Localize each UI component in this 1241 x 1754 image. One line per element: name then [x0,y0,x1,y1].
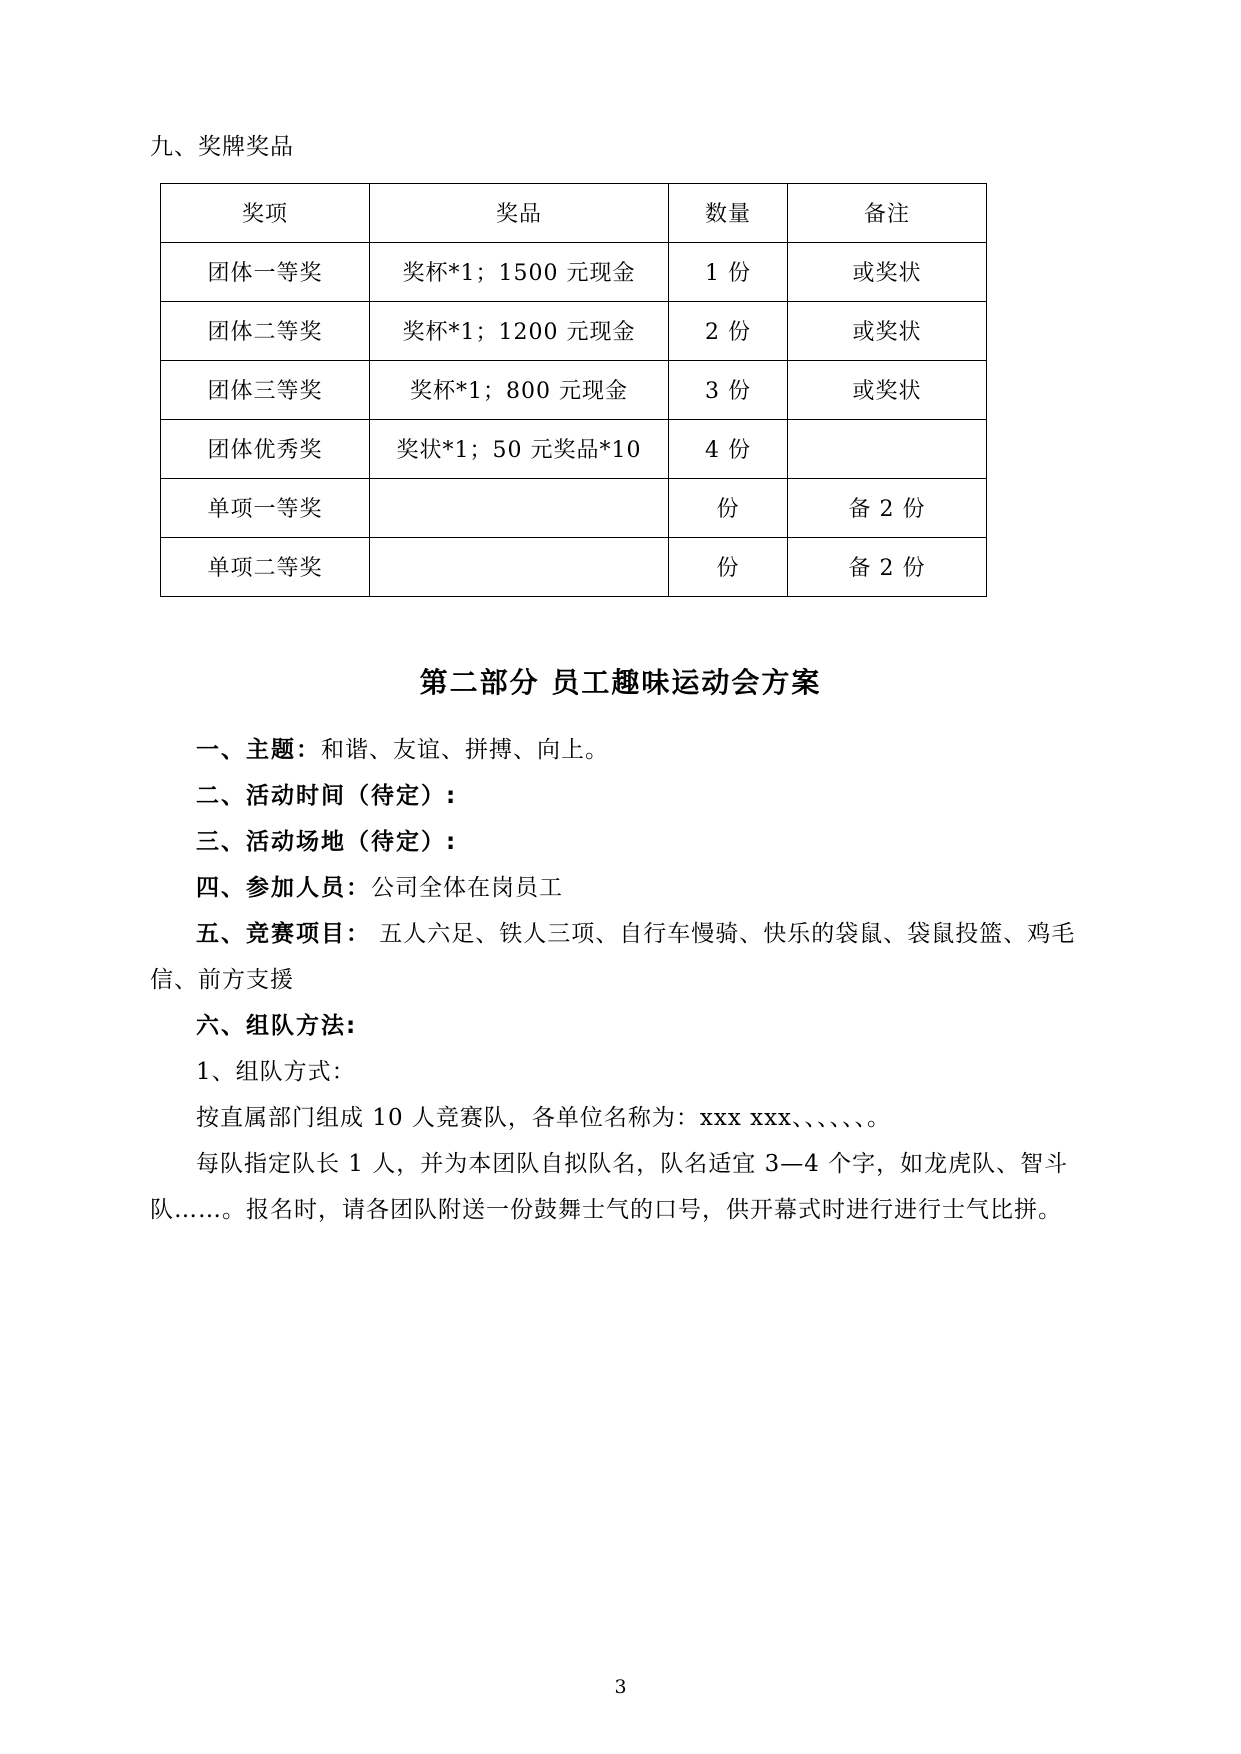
list-item-lead: 一、主题： [196,736,321,763]
list-item-text: 公司全体在岗员工 [371,874,563,901]
list-item-lead: 四、参加人员： [196,874,371,901]
table-cell: 单项一等奖 [161,478,370,537]
table-row [161,242,987,301]
table-cell: 单项二等奖 [161,537,370,596]
table-row [161,478,987,537]
table-cell: 团体二等奖 [161,301,370,360]
table-cell: 团体一等奖 [161,242,370,301]
list-item [150,773,1091,819]
table-header-row [161,183,987,242]
table-header-cell: 奖项 [161,183,370,242]
table-cell: 1 份 [669,242,788,301]
page-number: 3 [614,1676,627,1698]
table-cell: 3 份 [669,360,788,419]
list-item-text: 和谐、友谊、拼搏、向上。 [321,736,609,763]
table-row [161,419,987,478]
table-header-cell: 备注 [788,183,987,242]
award-table [160,183,987,597]
table-cell [788,419,987,478]
list-item [150,865,1091,911]
table-cell: 或奖状 [788,242,987,301]
sub-item: 1、组队方式： [196,1058,356,1085]
list-item [150,727,1091,773]
table-row [161,537,987,596]
list-item-lead: 三、活动场地（待定）: [196,828,458,855]
table-cell: 2 份 [669,301,788,360]
table-cell: 奖状*1；50 元奖品*10 [370,419,669,478]
table-header-cell: 奖品 [370,183,669,242]
table-cell: 或奖状 [788,360,987,419]
list-item [150,911,1091,1003]
list-item-text: 五人六足、铁人三项、自行车慢骑、快乐的袋鼠、袋鼠投篮、鸡毛信、前方支援 [150,920,1076,993]
table-cell: 或奖状 [788,301,987,360]
table-cell [370,478,669,537]
table-cell: 份 [669,537,788,596]
table-header-cell: 数量 [669,183,788,242]
table-cell [370,537,669,596]
table-row [161,360,987,419]
section-heading: 九、奖牌奖品 [150,134,294,160]
list-item-lead: 六、组队方法: [196,1012,358,1039]
table-cell: 备 2 份 [788,478,987,537]
list-item-lead: 五、竞赛项目： [196,920,371,947]
table-cell: 奖杯*1；1200 元现金 [370,301,669,360]
list-item [150,1003,1091,1049]
table-cell: 团体三等奖 [161,360,370,419]
table-cell: 份 [669,478,788,537]
table-cell: 团体优秀奖 [161,419,370,478]
list-item [150,819,1091,865]
table-cell: 备 2 份 [788,537,987,596]
list-item-lead: 二、活动时间（待定）: [196,782,458,809]
table-row [161,301,987,360]
table-cell: 奖杯*1；800 元现金 [370,360,669,419]
table-cell: 奖杯*1；1500 元现金 [370,242,669,301]
sub-item: 每队指定队长 1 人，并为本团队自拟队名，队名适宜 3—4 个字，如龙虎队、智斗队……。报名时，请各团队附送一份鼓舞士气的口号，供开幕式时进行进行士气比拼。 [150,1150,1069,1223]
sub-item: 按直属部门组成 10 人竞赛队，各单位名称为：xxx xxx、、、、、、。 [196,1104,892,1131]
part-title: 第二部分 员工趣味运动会方案 [419,665,822,699]
table-cell: 4 份 [669,419,788,478]
